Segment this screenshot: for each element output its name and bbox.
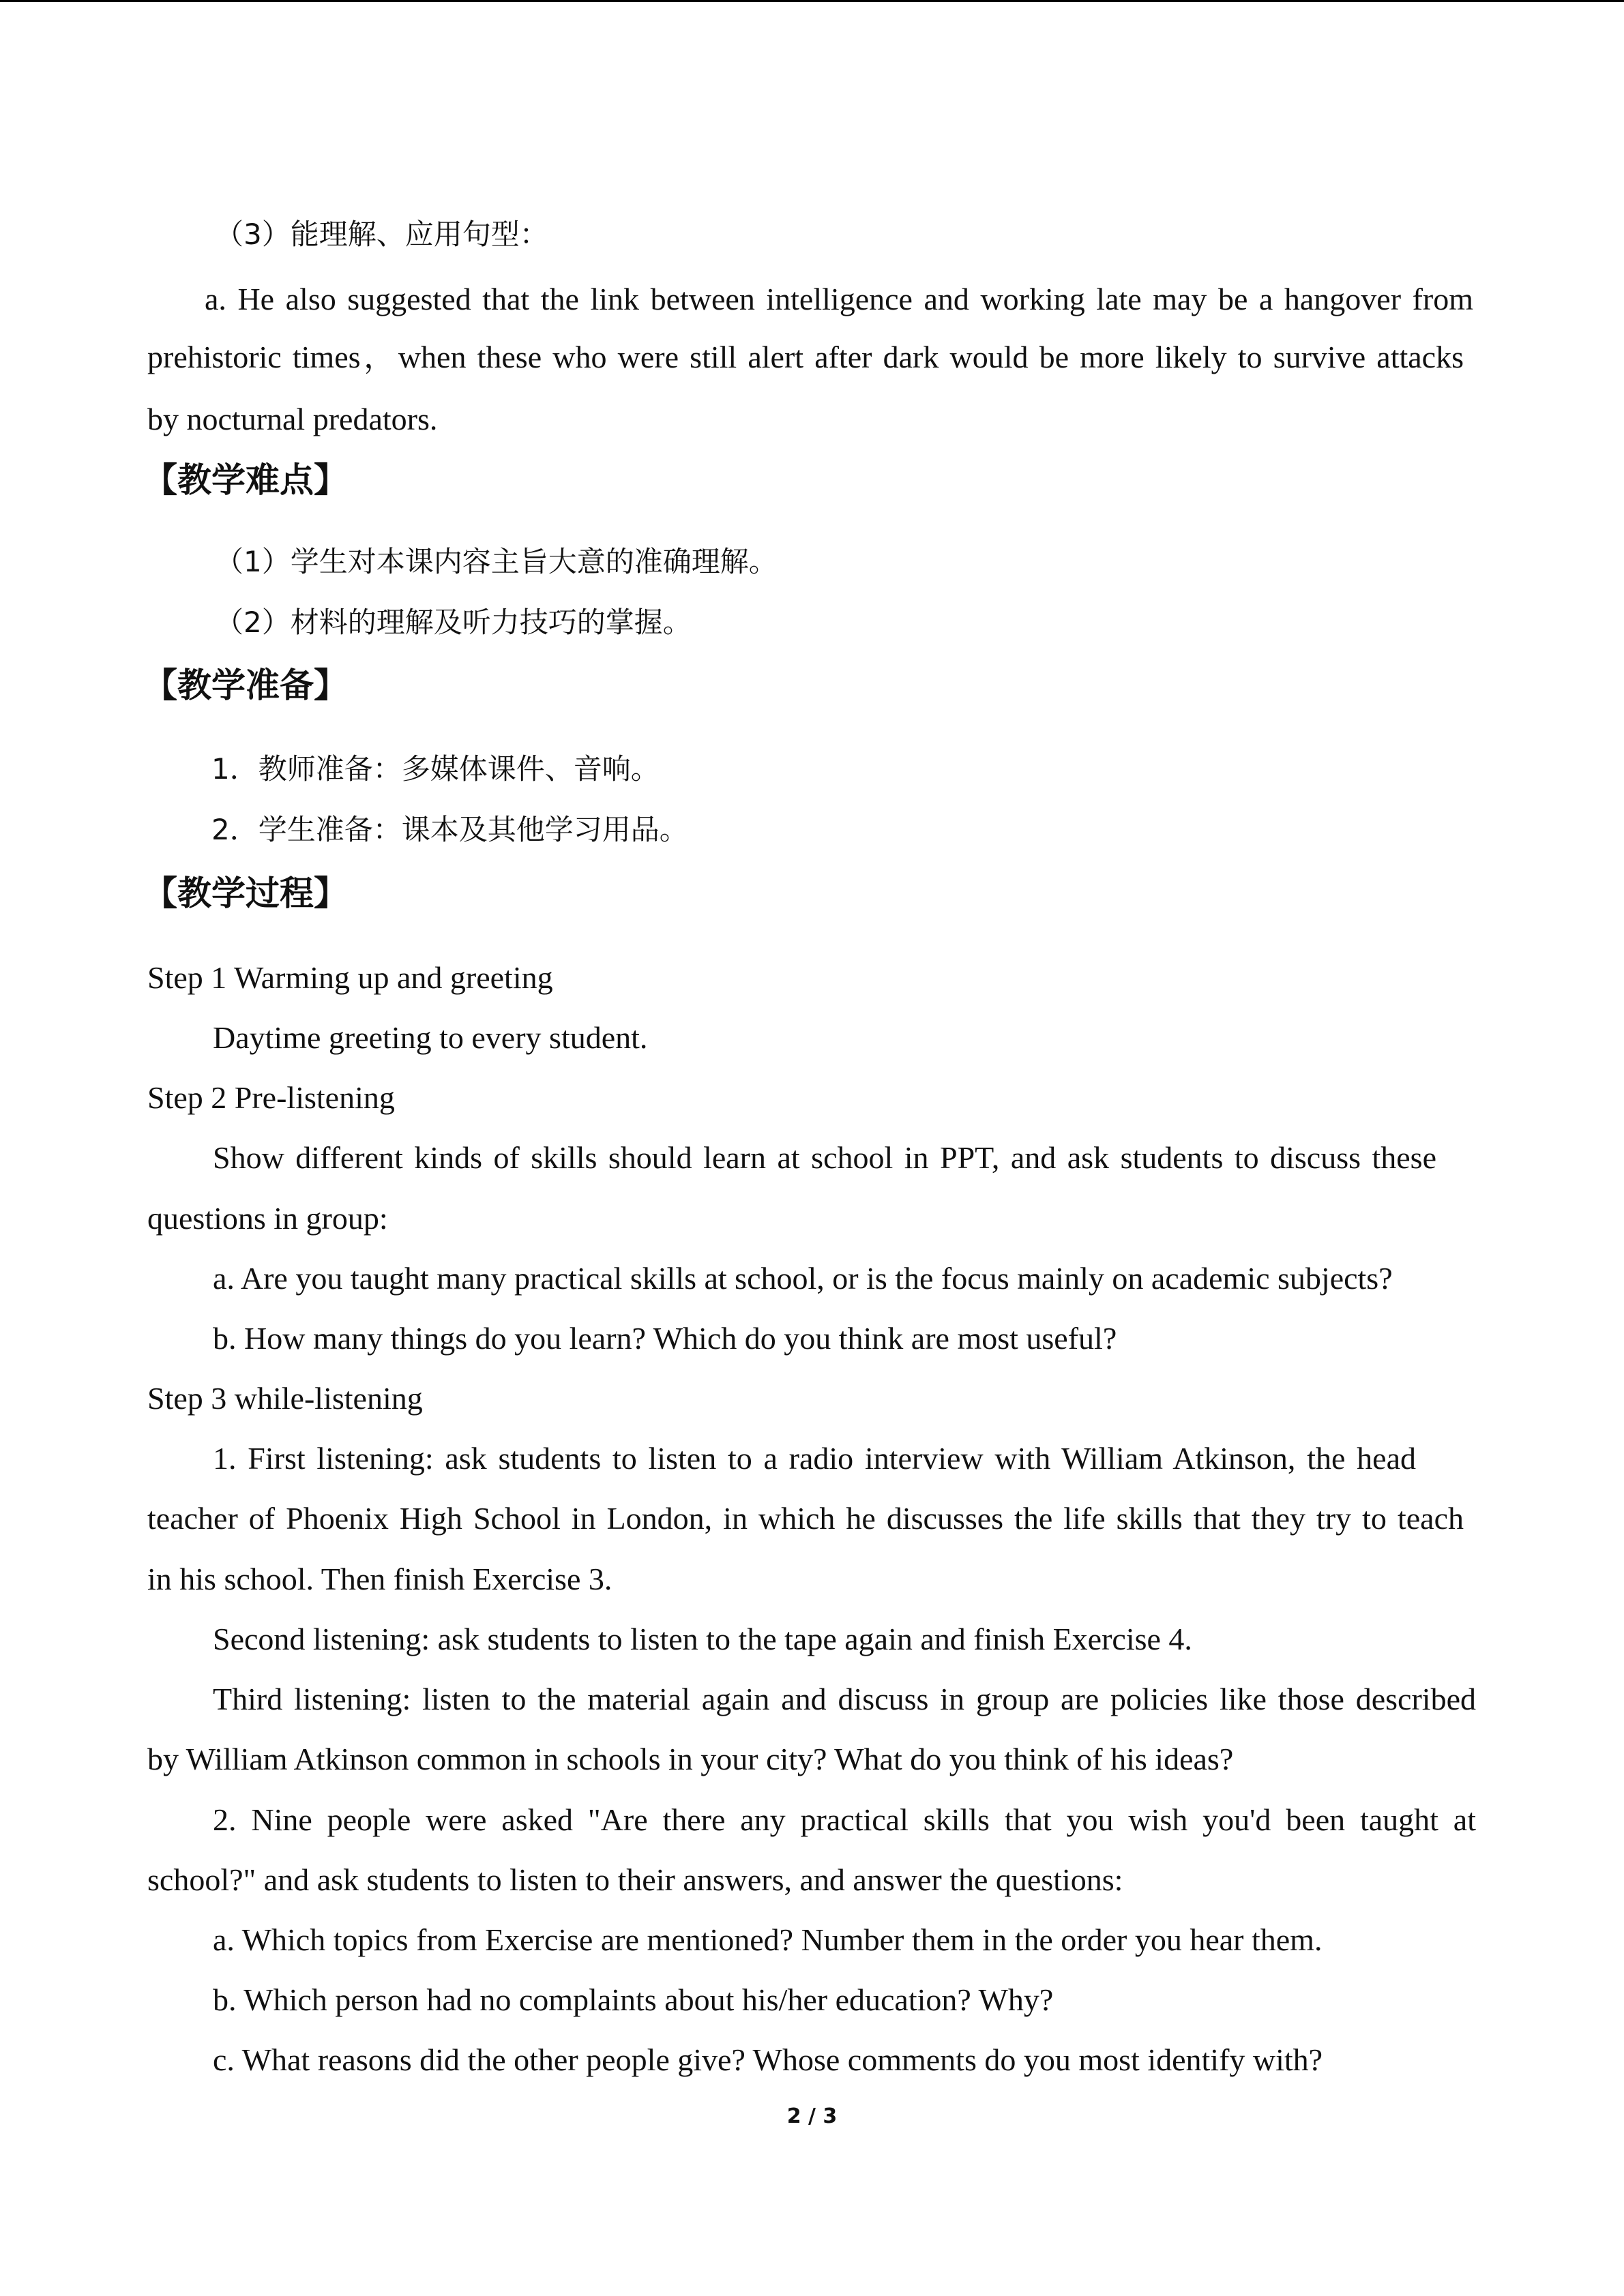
objective-item-3: （3）能理解、应用句型：: [215, 218, 548, 251]
step1-title: Step 1 Warming up and greeting: [147, 960, 553, 995]
top-border-line: [0, 0, 1624, 2]
difficulties-heading: 【教学难点】: [143, 460, 348, 500]
step2-question-a: a. Are you taught many practical skills at school, or is the focus mainly on academic subjects?: [213, 1261, 1393, 1296]
step3-question-a: a. Which topics from Exercise are mentioned? Number them in the order you hear them.: [213, 1922, 1323, 1957]
step3-question-b: b. Which person had no complaints about his/her education? Why?: [213, 1982, 1054, 2017]
third-listening-line-2: by William Atkinson common in schools in your city? What do you think of his ideas?: [147, 1742, 1234, 1776]
nine-people-line-2: school?" and ask students to listen to their answers, and answer the questions:: [147, 1862, 1123, 1897]
first-listening-line-3: in his school. Then finish Exercise 3.: [147, 1562, 612, 1596]
sentence-a-line-2: prehistoric times，when these who were still alert after dark would be more likely to survive attacks: [147, 340, 1464, 374]
sentence-a-line-1: a. He also suggested that the link between intelligence and working late may be a hangover from: [205, 282, 1473, 316]
step2-question-b: b. How many things do you learn? Which do you think are most useful?: [213, 1321, 1117, 1356]
page-number: 2 / 3: [786, 2104, 838, 2128]
first-listening-line-1: 1. First listening: ask students to listen to a radio interview with William Atkinson, the head: [213, 1441, 1416, 1476]
third-listening-line-1: Third listening: listen to the material again and discuss in group are policies like those described: [213, 1682, 1476, 1716]
preparation-heading: 【教学准备】: [143, 666, 348, 705]
sentence-a-line-3: by nocturnal predators.: [147, 402, 438, 436]
difficulty-item-1: （1）学生对本课内容主旨大意的准确理解。: [215, 545, 778, 578]
step1-text: Daytime greeting to every student.: [213, 1020, 648, 1055]
step3-title: Step 3 while-listening: [147, 1381, 423, 1416]
process-heading: 【教学过程】: [143, 874, 348, 913]
preparation-item-1: 1．教师准备：多媒体课件、音响。: [211, 752, 660, 786]
difficulty-item-2: （2）材料的理解及听力技巧的掌握。: [215, 606, 692, 639]
first-listening-line-2: teacher of Phoenix High School in London, in which he discusses the life skills that they try to teach: [147, 1501, 1464, 1536]
preparation-item-2: 2．学生准备：课本及其他学习用品。: [211, 813, 688, 846]
step2-intro-line-1: Show different kinds of skills should learn at school in PPT, and ask students to discuss these: [213, 1140, 1436, 1175]
step2-intro-line-2: questions in group:: [147, 1201, 388, 1236]
nine-people-line-1: 2. Nine people were asked "Are there any practical skills that you wish you'd been taught at: [213, 1802, 1476, 1837]
step3-question-c: c. What reasons did the other people give? Whose comments do you most identify with?: [213, 2042, 1323, 2077]
step2-title: Step 2 Pre-listening: [147, 1080, 395, 1115]
second-listening: Second listening: ask students to listen to the tape again and finish Exercise 4.: [213, 1622, 1192, 1656]
